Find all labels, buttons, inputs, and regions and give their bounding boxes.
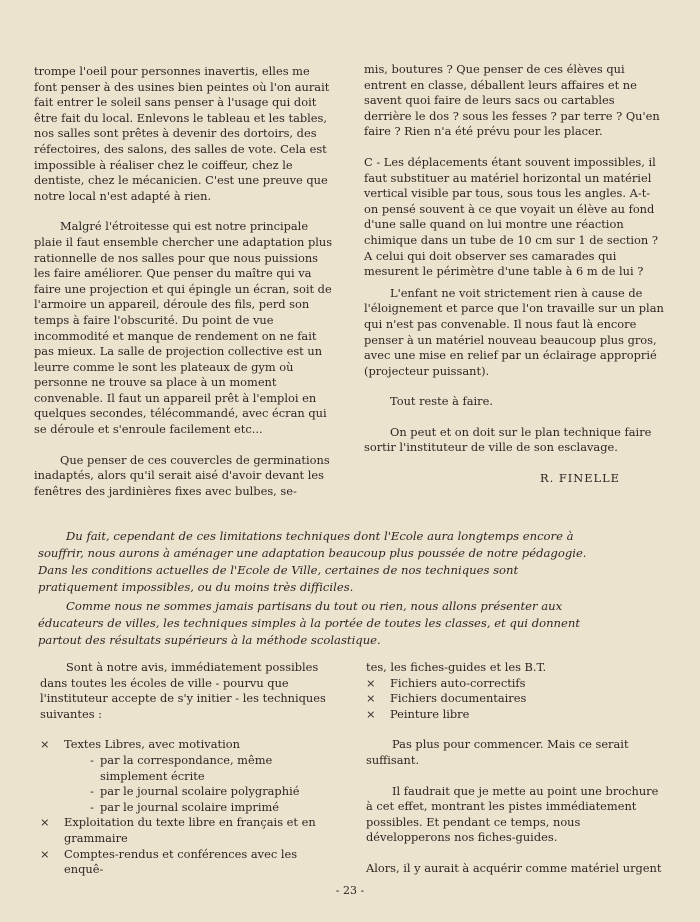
sub-list [64, 753, 338, 815]
paragraph: trompe l'oeil pour personnes inavertis, elles me font penser à des usines bien peintes où l'on aurait fait entrer le soleil sans penser à l'usage qui doit être fait du local. Enlevons le tableau et les tables, nos salles sont prêtes à devenir des dortoirs, des réfectoires, des salons, des salles de vote. Cela est impossible à réaliser chez le coiffeur, chez le dentiste, chez le mécanicien. C'est une preuve que notre local n'est adapté à rien. [34, 64, 330, 203]
list-item-text: Exploitation du texte libre en français et en grammaire [64, 815, 316, 845]
bullet-mark: × [40, 846, 50, 861]
paragraph: Que penser de ces couvercles de germinations inadaptés, alors qu'il serait aisé d'avoir devant les fenêtres des jardinières fixes avec bulbes, se- [34, 452, 330, 498]
paragraph: Il faudrait que je mette au point une brochure à cet effet, montrant les pistes immédiatement possibles. Et pendant ce temps, nous développerons nos fiches-guides. [366, 783, 659, 845]
paragraph: mis, boutures ? Que penser de ces élèves qui entrent en classe, déballent leurs affaires et ne savent quoi faire de leurs sacs ou cartables derrière le dos ? sous les fesses ? par terre ? Qu'en faire ? Rien n'a été prévu pour les placer. [364, 62, 660, 139]
bullet-mark: × [366, 691, 376, 706]
list-item [366, 691, 666, 707]
paragraph: C - Les déplacements étant souvent impossibles, il faut substituer au matériel horizontal un matériel vertical visible par tous, sous tous les angles. A-t-on pensé souvent à ce que voyait un élève au fond d'une salle quand on lui montre une réaction chimique dans un tube de 10 cm sur 1 de section ? A celui qui doit observer ses camarades qui mesurent le périmètre d'une table à 6 m de lui ? [364, 154, 658, 279]
italic-paragraph: Comme nous ne sommes jamais partisans du tout ou rien, nous allons présenter aux éducateurs de villes, les techniques simples à la portée de toutes les classes, et qui donnent partout des résultats supérieurs à la méthode scolastique. [38, 599, 581, 647]
paragraph: tes, les fiches-guides et les B.T. [366, 660, 547, 674]
sub-list-item: - par le journal scolaire polygraphié [90, 784, 338, 800]
sub-list-item: - par le journal scolaire imprimé [90, 800, 338, 816]
list-item [366, 707, 666, 723]
italic-introduction [38, 528, 598, 651]
list-item [40, 847, 338, 878]
list-item-text: Peinture libre [390, 706, 470, 721]
bullet-mark: × [40, 737, 50, 752]
list-item-text: Fichiers documentaires [390, 691, 527, 706]
bullet-mark: × [366, 675, 376, 690]
right-column-top [364, 62, 664, 487]
techniques-list-continued [366, 676, 666, 723]
list-item [40, 815, 338, 846]
paragraph: Pas plus pour commencer. Mais ce serait suffisant. [366, 737, 629, 767]
list-item [366, 676, 666, 692]
paragraph: Malgré l'étroitesse qui est notre principale plaie il faut ensemble chercher une adaptation plus rationnelle de nos salles pour que nous puissions les faire améliorer. Que penser du maître qui va faire une projection et qui épingle un écran, soit de l'armoire un appareil, déroule des fils, perd son temps à faire l'obscurité. Du point de vue incommodité et manque de rendement on ne fait pas mieux. La salle de projection collective est un leurre comme le sont les plateaux de gym où personne ne trouve sa place à un moment convenable. Il faut un appareil prêt à l'emploi en quelques secondes, télécommandé, avec écran qui se déroule et s'enroule facilement etc... [34, 219, 333, 437]
list-item-text: Comptes-rendus et conférences avec les enquê- [64, 846, 298, 877]
paragraph: Sont à notre avis, immédiatement possibles dans toutes les écoles de ville - pourvu que l'instituteur accepte de s'y initier - les techniques suivantes : [40, 660, 326, 721]
left-column-top [34, 64, 334, 499]
bullet-mark: × [40, 815, 50, 830]
bullet-mark: × [366, 706, 376, 721]
author-signature: R. FINELLE [540, 471, 620, 486]
techniques-list [40, 737, 338, 877]
paragraph: Tout reste à faire. [390, 394, 493, 409]
page-number: - 23 - [335, 884, 365, 897]
sub-list-item: - par la correspondance, même simplement écrite [90, 753, 338, 784]
italic-paragraph: Du fait, cependant de ces limitations techniques dont l'Ecole aura longtemps encore à souffrir, nous aurons à aménager une adaptation beaucoup plus poussée de notre pédagogie. Dans les conditions actuelles de l'Ecole de Ville, certaines de nos techniques sont pratiquement impossibles, ou du moins très difficiles. [38, 529, 587, 594]
list-item [40, 737, 338, 815]
right-column-bottom [366, 660, 666, 877]
left-column-bottom [40, 660, 338, 878]
paragraph: Alors, il y aurait à acquérir comme matériel urgent [366, 860, 662, 875]
paragraph: L'enfant ne voit strictement rien à cause de l'éloignement et parce que l'on travaille sur un plan qui n'est pas convenable. Il nous faut là encore penser à un matériel nouveau beaucoup plus gros, avec une mise en relief par un éclairage approprié (projecteur puissant). [364, 285, 664, 378]
list-item-text: Textes Libres, avec motivation [64, 737, 240, 752]
list-item-text: Fichiers auto-correctifs [390, 675, 526, 690]
paragraph: On peut et on doit sur le plan technique faire sortir l'instituteur de ville de son esclavage. [364, 424, 652, 455]
